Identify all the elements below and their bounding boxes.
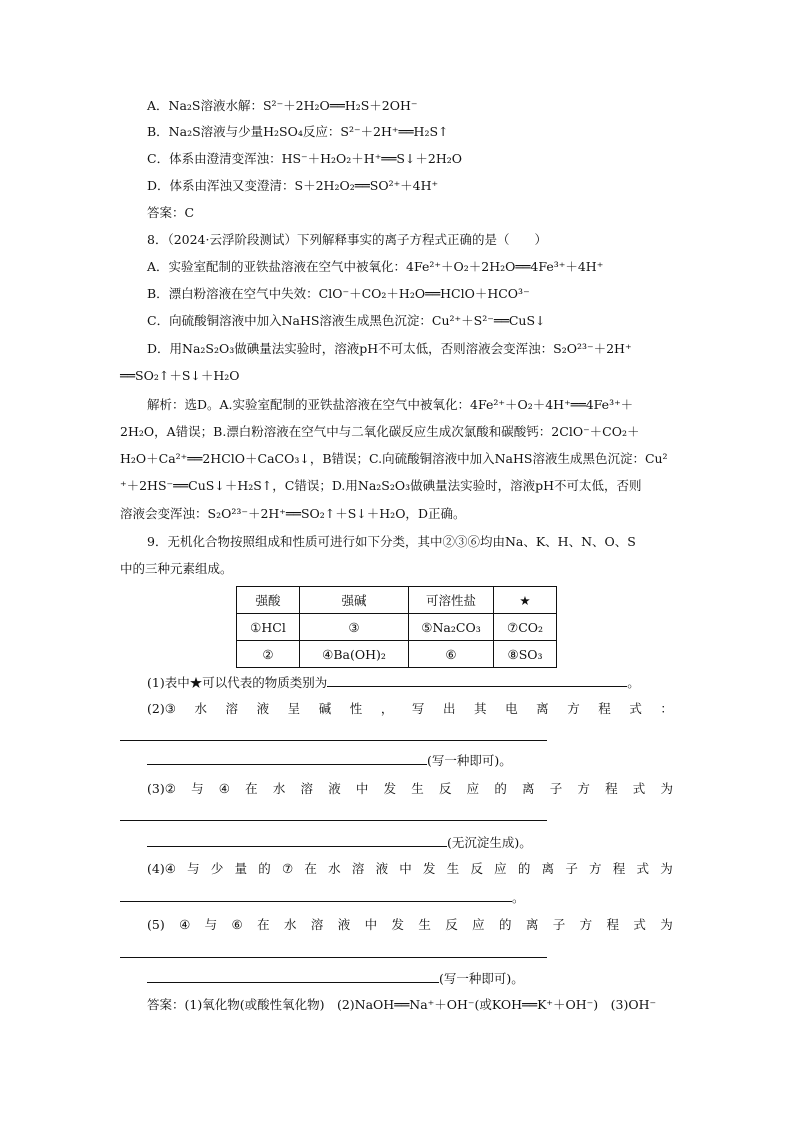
- prompt-token: 液: [328, 781, 341, 796]
- q9-part3-prompt: [147, 781, 673, 797]
- q8-option-a: A．实验室配制的亚铁盐溶液在空气中被氧化：4Fe²⁺＋O₂＋2H₂O══4Fe³⁺＋4H⁺: [147, 259, 604, 274]
- prompt-token: 出: [442, 701, 456, 716]
- q8-explanation-line4: ⁺＋2HS⁻══CuS↓＋H₂S↑，C错误；D.用Na₂S₂O₃做碘量法实验时，溶液pH不可太低，否则: [120, 478, 642, 493]
- prompt-token: 子: [549, 781, 563, 796]
- prompt-token: 与: [191, 781, 204, 796]
- q8-explanation-line1: 解析：选D。A.实验室配制的亚铁盐溶液在空气中被氧化：4Fe²⁺＋O₂＋4H⁺══4Fe³⁺＋: [147, 397, 634, 412]
- q8-explanation-line3: H₂O＋Ca²⁺══2HClO＋CaCO₃↓，B错误；C.向硫酸铜溶液中加入NaHS溶液生成黑色沉淀：Cu²: [120, 451, 668, 466]
- prompt-token: 溶: [351, 861, 365, 876]
- prompt-token: 在: [257, 917, 270, 932]
- q9-part4-end: 。: [512, 890, 525, 905]
- prompt-token: 程: [598, 701, 611, 716]
- prompt-token: (2)③: [147, 701, 176, 716]
- prompt-token: 应: [466, 781, 480, 796]
- prompt-token: 程: [605, 781, 618, 796]
- prompt-token: 方: [577, 781, 590, 796]
- prompt-token: 式: [632, 781, 646, 796]
- prompt-token: 液: [337, 917, 351, 932]
- answer-blank[interactable]: [147, 834, 447, 847]
- prompt-token: 生: [418, 917, 431, 932]
- prompt-token: 与: [187, 861, 200, 876]
- q8-stem: 8．（2024·云浮阶段测试）下列解释事实的离子方程式正确的是（ ）: [147, 232, 547, 247]
- q9-stem-line1: 9．无机化合物按照组成和性质可进行如下分类，其中②③⑥均由Na、K、H、N、O、S: [147, 534, 636, 549]
- prompt-token: 子: [565, 861, 578, 876]
- prompt-token: 与: [204, 917, 218, 932]
- classification-table: [236, 586, 557, 668]
- table-header-cell: 强酸: [237, 587, 300, 614]
- prompt-token: 溶: [310, 917, 324, 932]
- prompt-token: 反: [438, 781, 452, 796]
- prompt-token: 中: [364, 917, 378, 932]
- q7-answer: 答案：C: [147, 205, 195, 220]
- q9-part5-prompt: [147, 917, 673, 933]
- prompt-token: 量: [234, 861, 248, 876]
- prompt-token: 写: [411, 701, 425, 716]
- prompt-token: 性: [349, 701, 363, 716]
- prompt-token: 的: [517, 861, 531, 876]
- prompt-token: 水: [328, 861, 341, 876]
- table-cell: ②: [237, 641, 300, 668]
- prompt-token: 离: [522, 781, 535, 796]
- prompt-token: 液: [375, 861, 389, 876]
- prompt-token: (3)②: [147, 781, 176, 796]
- prompt-token: 少: [210, 861, 224, 876]
- prompt-token: 中: [355, 781, 369, 796]
- prompt-token: 在: [304, 861, 317, 876]
- table-cell: ④Ba(OH)₂: [300, 641, 409, 668]
- q9-part2-note: (写一种即可)。: [427, 753, 512, 768]
- prompt-token: 程: [612, 861, 626, 876]
- q9-part5-tail: [147, 970, 524, 987]
- prompt-token: 离: [536, 701, 549, 716]
- prompt-token: 离: [525, 917, 539, 932]
- prompt-token: ④: [218, 781, 230, 796]
- answer-blank[interactable]: [120, 889, 512, 902]
- answer-line: [120, 957, 547, 958]
- q7-option-c: C．体系由澄清变浑浊：HS⁻＋H₂O₂＋H⁺══S↓＋2H₂O: [147, 151, 462, 166]
- prompt-token: (5): [147, 917, 165, 932]
- prompt-token: ⑦: [282, 861, 294, 876]
- prompt-token: 式: [629, 701, 642, 716]
- prompt-token: 溶: [300, 781, 314, 796]
- prompt-token: 子: [552, 917, 566, 932]
- prompt-token: 的: [494, 781, 507, 796]
- prompt-token: ：: [660, 701, 673, 716]
- prompt-token: ⑥: [231, 917, 243, 932]
- prompt-token: 水: [194, 701, 207, 716]
- q9-part1-end: 。: [627, 675, 640, 690]
- answer-line: [120, 740, 547, 741]
- prompt-token: 为: [660, 781, 673, 796]
- q7-option-a: A．Na₂S溶液水解：S²⁻＋2H₂O══H₂S＋2OH⁻: [147, 98, 418, 113]
- prompt-token: 反: [445, 917, 458, 932]
- prompt-token: 生: [446, 861, 460, 876]
- q8-option-b: B．漂白粉溶液在空气中失效：ClO⁻＋CO₂＋H₂O══HClO＋HCO³⁻: [147, 286, 530, 301]
- table-cell: ①HCl: [237, 614, 300, 641]
- table-cell: ⑧SO₃: [494, 641, 557, 668]
- q8-explanation-line2: 2H₂O，A错误；B.漂白粉溶液在空气中与二氧化碳反应生成次氯酸和碳酸钙：2ClO⁻＋CO₂＋: [120, 424, 640, 439]
- prompt-token: 发: [383, 781, 397, 796]
- q9-part2-tail: [147, 752, 512, 769]
- prompt-token: 方: [579, 917, 593, 932]
- prompt-token: 中: [399, 861, 412, 876]
- prompt-token: 离: [541, 861, 555, 876]
- q9-part5-note: (写一种即可)。: [439, 971, 524, 986]
- q9-answer: 答案：(1)氧化物(或酸性氧化物) (2)NaOH══Na⁺＋OH⁻(或KOH══K⁺＋OH⁻) (3)OH⁻: [147, 997, 657, 1012]
- q9-part1-prompt: (1)表中★可以代表的物质类别为: [147, 675, 328, 690]
- table-header-cell: ★: [494, 587, 557, 614]
- prompt-token: ，: [380, 701, 394, 716]
- table-row: [237, 614, 557, 641]
- table-header-cell: 可溶性盐: [409, 587, 494, 614]
- prompt-token: 水: [272, 781, 286, 796]
- table-cell: ⑥: [409, 641, 494, 668]
- prompt-token: 式: [633, 917, 646, 932]
- prompt-token: 方: [567, 701, 580, 716]
- prompt-token: 溶: [225, 701, 239, 716]
- prompt-token: 反: [470, 861, 483, 876]
- answer-blank[interactable]: [147, 970, 439, 983]
- prompt-token: 在: [245, 781, 258, 796]
- q8-option-c: C．向硫酸铜溶液中加入NaHS溶液生成黑色沉淀：Cu²⁺＋S²⁻══CuS↓: [147, 313, 546, 328]
- prompt-token: 的: [258, 861, 271, 876]
- prompt-token: (4)④: [147, 861, 176, 876]
- prompt-token: 碱: [318, 701, 332, 716]
- prompt-token: 的: [498, 917, 512, 932]
- table-cell: ⑦CO₂: [494, 614, 557, 641]
- prompt-token: 水: [283, 917, 297, 932]
- q9-stem-line2: 中的三种元素组成。: [120, 561, 233, 576]
- prompt-token: 生: [411, 781, 424, 796]
- prompt-token: 方: [589, 861, 602, 876]
- table-header-cell: 强碱: [300, 587, 409, 614]
- q9-part2-prompt: [147, 701, 673, 717]
- table-header-row: [237, 587, 557, 614]
- q7-option-d: D．体系由浑浊又变澄清：S＋2H₂O₂══SO²⁺＋4H⁺: [147, 178, 439, 193]
- prompt-token: 为: [660, 861, 673, 876]
- prompt-token: 式: [636, 861, 649, 876]
- table-row: [237, 641, 557, 668]
- q9-part3-tail: [147, 834, 532, 851]
- prompt-token: 电: [505, 701, 518, 716]
- q9-part4-prompt: [147, 861, 673, 877]
- prompt-token: 发: [391, 917, 404, 932]
- answer-blank[interactable]: [327, 674, 627, 687]
- q9-part4-tail: [120, 889, 525, 906]
- answer-blank[interactable]: [147, 752, 427, 765]
- prompt-token: 发: [423, 861, 436, 876]
- answer-line: [120, 820, 547, 821]
- q9-part1: [147, 674, 640, 691]
- table-cell: ⑤Na₂CO₃: [409, 614, 494, 641]
- prompt-token: 其: [474, 701, 487, 716]
- table-cell: ③: [300, 614, 409, 641]
- q8-explanation-line5: 溶液会变浑浊：S₂O²³⁻＋2H⁺══SO₂↑＋S↓＋H₂O，D正确。: [120, 506, 466, 521]
- q7-option-b: B．Na₂S溶液与少量H₂SO₄反应：S²⁻＋2H⁺══H₂S↑: [147, 124, 449, 139]
- prompt-token: 呈: [287, 701, 301, 716]
- q8-option-d-line2: ══SO₂↑＋S↓＋H₂O: [120, 368, 240, 383]
- q9-part3-note: (无沉淀生成)。: [447, 835, 532, 850]
- prompt-token: 液: [256, 701, 270, 716]
- prompt-token: 应: [472, 917, 485, 932]
- prompt-token: 为: [660, 917, 673, 932]
- prompt-token: 应: [494, 861, 507, 876]
- prompt-token: 程: [606, 917, 619, 932]
- prompt-token: ④: [179, 917, 191, 932]
- q8-option-d-line1: D．用Na₂S₂O₃做碘量法实验时，溶液pH不可太低，否则溶液会变浑浊：S₂O²³⁻＋2H⁺: [147, 341, 632, 356]
